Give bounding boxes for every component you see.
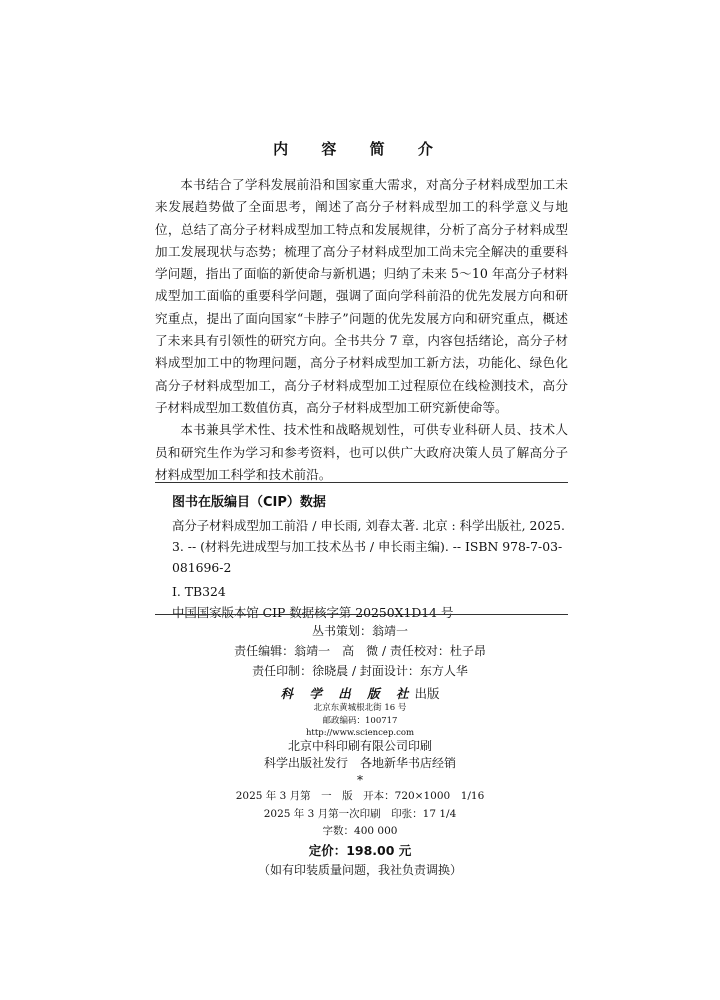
price: 定价：198.00 元 bbox=[308, 843, 412, 858]
publisher-line bbox=[0, 684, 720, 702]
cip-top-rule bbox=[155, 482, 568, 483]
edition-line: 2025 年 3 月第 一 版 开本：720×1000 1/16 bbox=[235, 790, 485, 802]
credits-line: 责任编辑：翁靖一 高 微 / 责任校对：杜子昂 bbox=[234, 644, 486, 658]
printing-info bbox=[0, 738, 720, 772]
credits-line: 丛书策划：翁靖一 bbox=[311, 624, 408, 638]
summary-paragraph: 本书结合了学科发展前沿和国家重大需求，对高分子材料成型加工未来发展趋势做了全面思考，阐述了高分子材料成型加工的科学意义与地位，总结了高分子材料成型加工特点和发展规律，分析了高分子材料成型加工发展现状与态势；梳理了高分子材料成型加工尚未完全解决的重要科学问题，指出了面临的新使命与新机遇；归纳了未来 5～10 年高分子材料成型加工面临的重要科学问题，强调了面向学科前沿的优先发展方向和研究重点，提出了面向国家“卡脖子”问题的优先发展方向和研究重点，概述了未来具有引领性的研究方向。全书共分 7 章，内容包括绪论，高分子材料成型加工中的物理问题，高分子材料成型加工新方法，功能化、绿色化高分子材料成型加工，高分子材料成型加工过程原位在线检测技术，高分子材料成型加工数值仿真，高分子材料成型加工研究新使命等。 bbox=[155, 177, 568, 415]
edition-star: * bbox=[357, 773, 363, 787]
credits-line: 责任印制：徐晓晨 / 封面设计：东方人华 bbox=[252, 664, 468, 678]
cip-block bbox=[155, 515, 568, 623]
cip-bottom-rule bbox=[155, 614, 568, 615]
edition-info bbox=[0, 788, 720, 841]
publisher-website: http://www.sciencep.com bbox=[305, 728, 415, 738]
cip-record-number: 中国国家版本馆 CIP 数据核字第 20250X1D14 号 bbox=[172, 605, 454, 620]
publisher-suffix: 出版 bbox=[414, 686, 440, 701]
publisher-name: 科 学 出 版 社 bbox=[280, 686, 415, 701]
edition-line: 2025 年 3 月第一次印刷 印张：17 1/4 bbox=[263, 807, 457, 820]
summary-paragraph: 本书兼具学术性、技术性和战略规划性，可供专业科研人员、技术人员和研究生作为学习和参考资料，也可以供广大政府决策人员了解高分子材料成型加工科学和技术前沿。 bbox=[155, 422, 568, 482]
publisher-postcode: 邮政编码：100717 bbox=[322, 715, 398, 726]
word-count: 字数：400 000 bbox=[322, 825, 398, 837]
distribution: 科学出版社发行 各地新华书店经销 bbox=[263, 756, 456, 770]
summary-body bbox=[155, 174, 568, 486]
publisher-contact bbox=[0, 702, 720, 740]
quality-notice: （如有印装质量问题，我社负责调换） bbox=[257, 863, 462, 877]
publisher-address: 北京东黄城根北街 16 号 bbox=[313, 703, 407, 713]
cip-classification: Ⅰ. TB324 bbox=[172, 584, 226, 599]
page-title: 内 容 简 介 bbox=[273, 140, 447, 158]
cip-entry: 高分子材料成型加工前沿 / 申长雨, 刘春太著. 北京 : 科学出版社, 2025. 3. -- (材料先进成型与加工技术丛书 / 申长雨主编). -- ISBN 978-7-03-081696-2 bbox=[172, 518, 565, 575]
printer: 北京中科印刷有限公司印刷 bbox=[287, 739, 432, 753]
credits bbox=[0, 621, 720, 681]
cip-heading: 图书在版编目（CIP）数据 bbox=[172, 495, 326, 510]
